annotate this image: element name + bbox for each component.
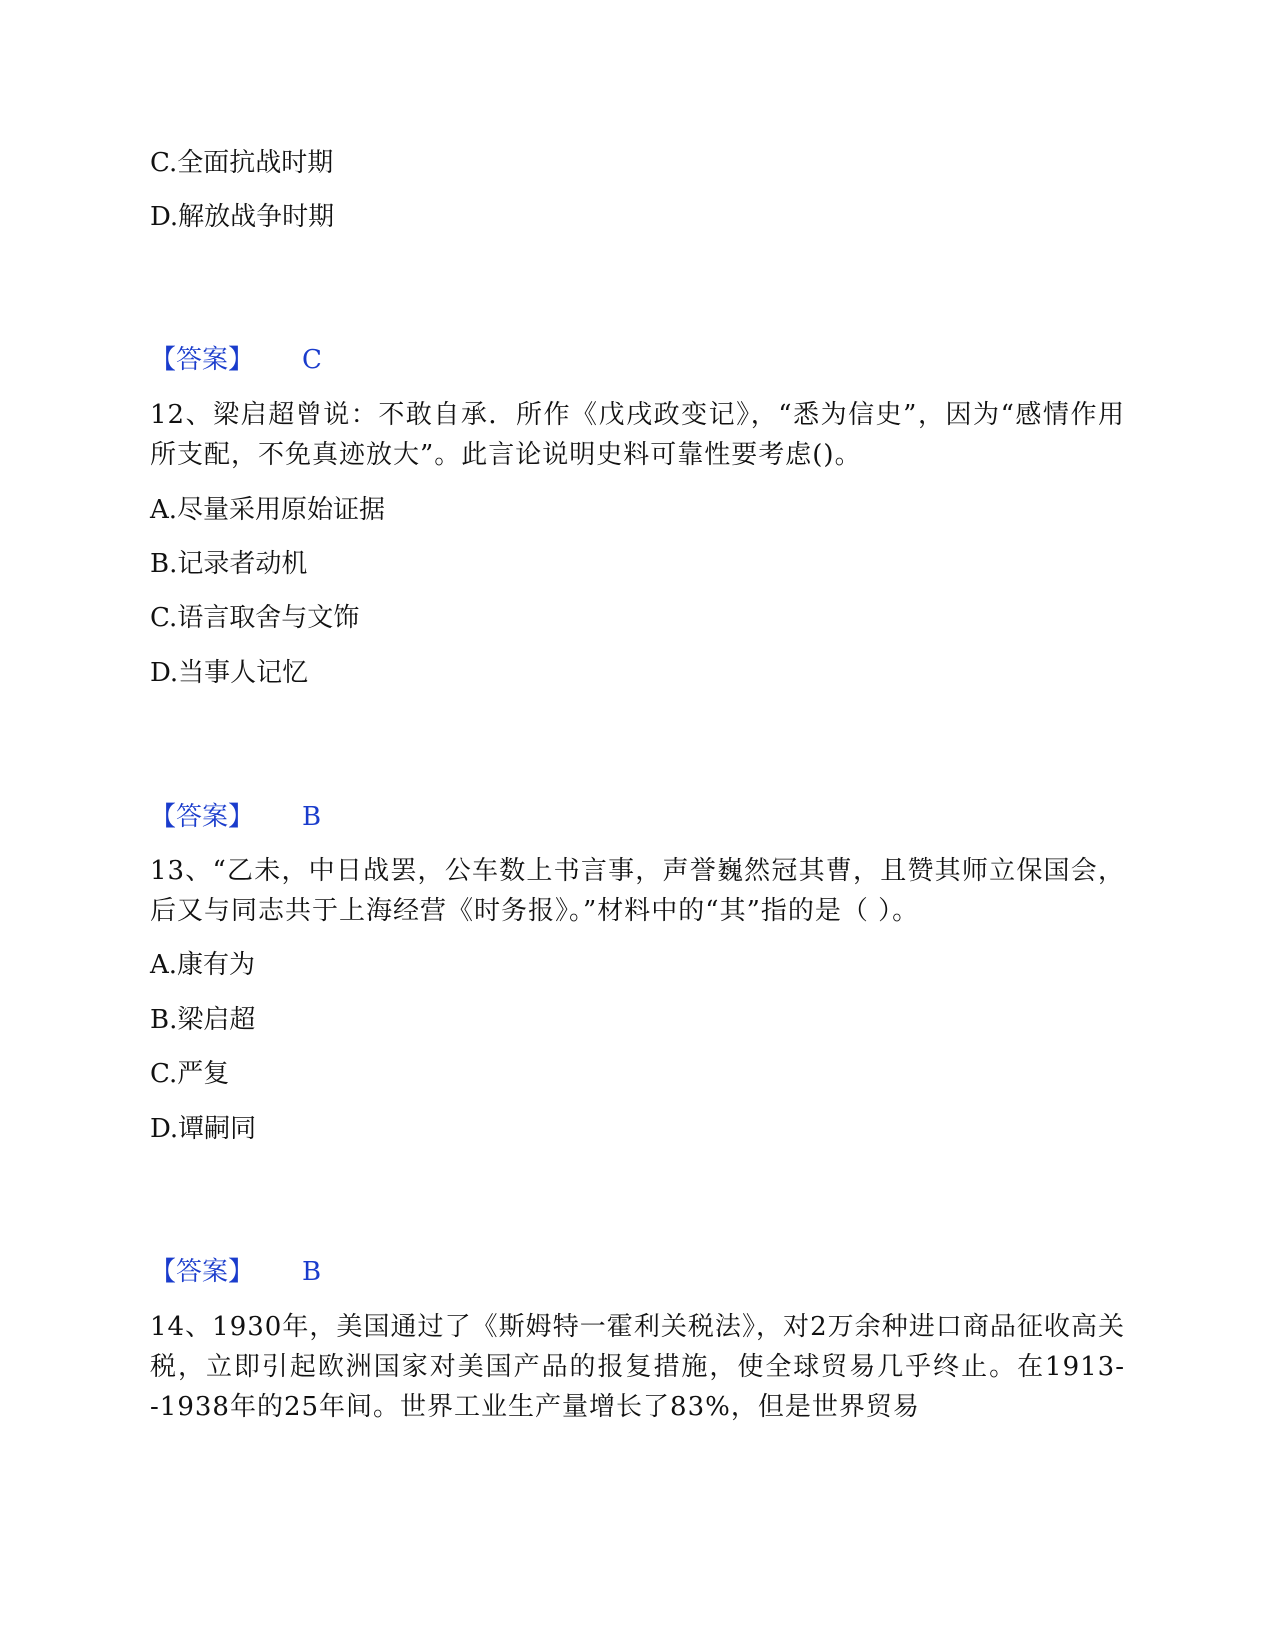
question-14-stem: 14、1930年，美国通过了《斯姆特一霍利关税法》，对2万余种进口商品征收高关税，立即引起欧洲国家对美国产品的报复措施，使全球贸易几乎终止。在1913--1938年的25年间。世界工业生产量增长了83%，但是世界贸易	[150, 1312, 1125, 1422]
q12-answer-value: B	[302, 802, 322, 832]
question-13-stem: 13、“乙未，中日战罢，公车数上书言事，声誉巍然冠其曹，且赞其师立保国会，后又与同志共于上海经营《时务报》。”材料中的“其”指的是（ ）。	[150, 856, 1125, 926]
q13-option-c: C.严复	[150, 1059, 230, 1089]
option-d: D.解放战争时期	[150, 202, 335, 232]
q13-option-a: A.康有为	[150, 950, 256, 980]
q12-option-d: D.当事人记忆	[150, 658, 309, 688]
q13-answer-value: B	[302, 1257, 322, 1287]
q13-answer-label: 【答案】	[150, 1257, 255, 1287]
q12-option-b: B.记录者动机	[150, 549, 308, 579]
answer-value: C	[302, 345, 322, 375]
q12-option-a: A.尽量采用原始证据	[150, 495, 386, 525]
question-12-stem: 12、梁启超曾说：不敢自承．所作《戊戌政变记》，“悉为信史”，因为“感情作用所支配，不免真迹放大”。此言论说明史料可靠性要考虑()。	[150, 400, 1125, 470]
q13-option-d: D.谭嗣同	[150, 1114, 257, 1144]
answer-row	[150, 340, 322, 380]
q13-answer-row	[150, 1252, 321, 1292]
q13-option-b: B.梁启超	[150, 1005, 256, 1035]
q12-option-c: C.语言取舍与文饰	[150, 603, 360, 633]
q12-answer-row	[150, 797, 321, 837]
option-c: C.全面抗战时期	[150, 148, 334, 178]
q12-answer-label: 【答案】	[150, 802, 255, 832]
answer-label: 【答案】	[150, 345, 255, 375]
